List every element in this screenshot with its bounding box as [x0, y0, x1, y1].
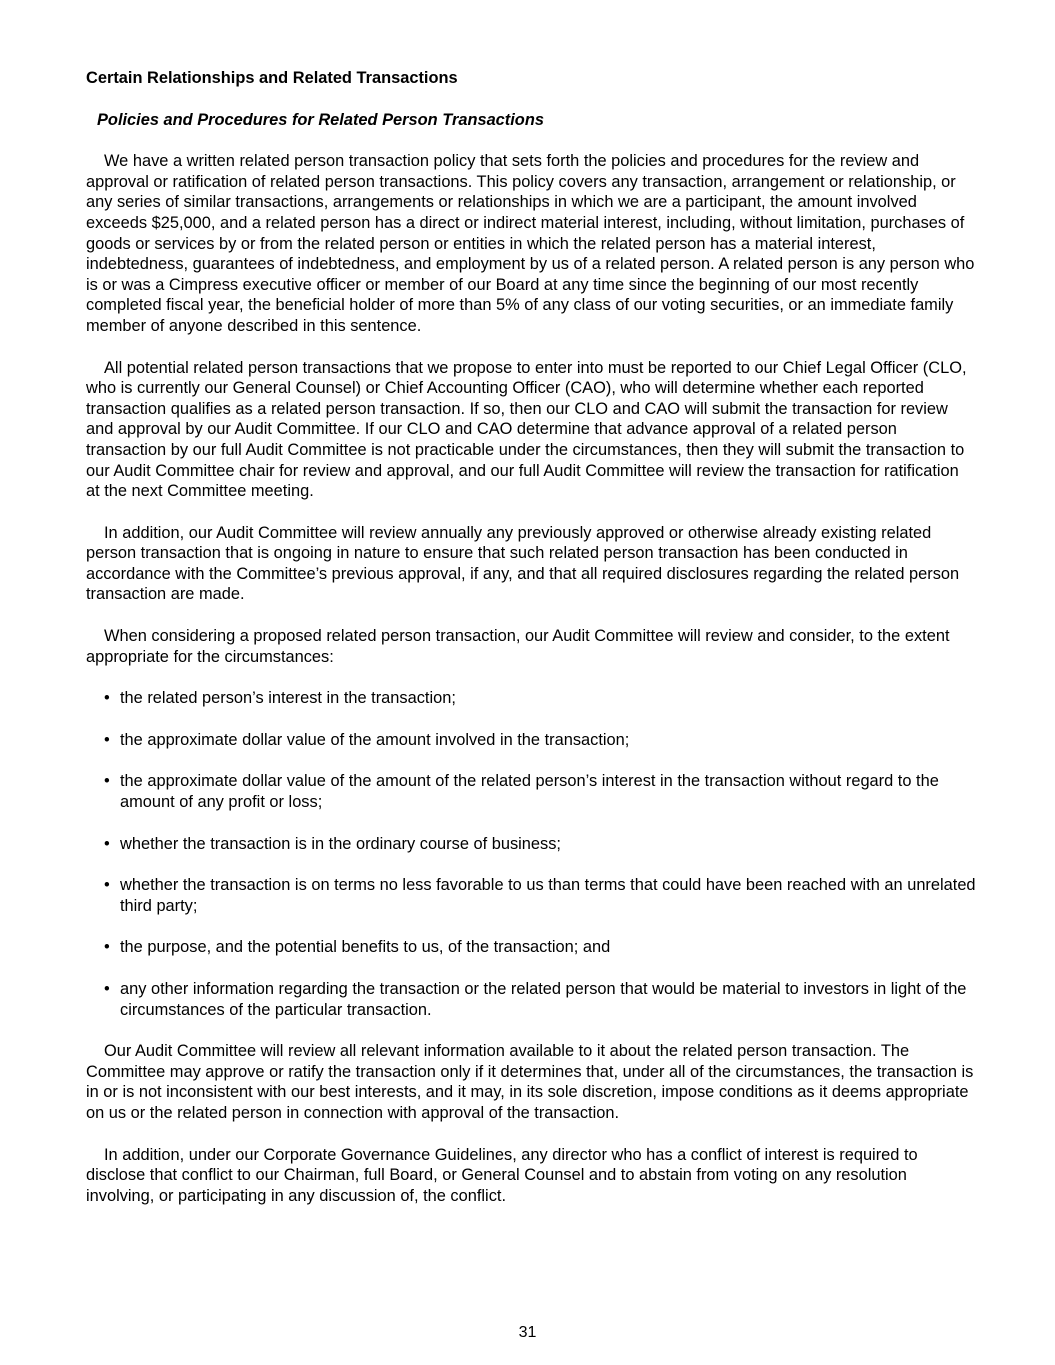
page-number: 31: [518, 1324, 537, 1341]
paragraph-committee-review: Our Audit Committee will review all relevant information available to it about the related person transaction. The Committee may approve or ratify the transaction only if it determines that, under all of the circumstances, the transaction is in or is not inconsistent with our best interests, and it may, in its sole discretion, impose conditions as it deems appropriate on us or the related person in connection with approval of the transaction.: [86, 1042, 974, 1122]
bullet-icon: •: [104, 689, 110, 708]
paragraph-annual-review: In addition, our Audit Committee will review annually any previously approved or otherwise already existing related person transaction that is ongoing in nature to ensure that such related person transaction has been conducted in accordance with the Committee’s previous approval, if any, and that all required disclosures regarding the related person transaction are made.: [86, 523, 960, 604]
paragraph-policy-overview: We have a written related person transaction policy that sets forth the policies and procedures for the review and approval or ratification of related person transactions. This policy covers any transaction, arrangement or relationship, or any series of similar transactions, arrangements or relationships in which we are a participant, the amount involved exceeds $25,000, and a related person has a direct or indirect material interest, including, without limitation, purchases of goods or services by or from the related person or entities in which the related person has a material interest, indebtedness, guarantees of indebtedness, and employment by us of a related person. A related person is any person who is or was a Cimpress executive officer or member of our Board at any time since the beginning of our most recently completed fiscal year, the beneficial holder of more than 5% of any class of our voting securities, or an immediate family member of anyone described in this sentence.: [86, 152, 975, 335]
list-item-text: whether the transaction is in the ordinary course of business;: [120, 834, 561, 853]
bullet-icon: •: [104, 730, 110, 749]
paragraph-considerations-intro: When considering a proposed related person transaction, our Audit Committee will review and consider, to the extent appropriate for the circumstances:: [86, 627, 950, 666]
list-item-text: the purpose, and the potential benefits to us, of the transaction; and: [120, 938, 611, 957]
considerations-list: [86, 688, 976, 1020]
list-item-text: the approximate dollar value of the amount involved in the transaction;: [120, 730, 630, 749]
document-page: [86, 68, 976, 1227]
paragraph-conflict-of-interest: In addition, under our Corporate Governance Guidelines, any director who has a conflict of interest is required to disclose that conflict to our Chairman, full Board, or General Counsel and to abstain from voting on any resolution involving, or participating in any discussion of, the conflict.: [86, 1145, 918, 1205]
bullet-icon: •: [104, 876, 110, 895]
list-item-text: any other information regarding the transaction or the related person that would be material to investors in light of the circumstances of the particular transaction.: [120, 980, 967, 1019]
list-item: [86, 688, 976, 709]
list-item-text: the related person’s interest in the transaction;: [120, 689, 456, 708]
bullet-icon: •: [104, 834, 110, 853]
bullet-icon: •: [104, 772, 110, 791]
subsection-title: Policies and Procedures for Related Person Transactions: [97, 110, 544, 129]
list-item: [86, 730, 976, 751]
paragraph-reporting-process: All potential related person transactions that we propose to enter into must be reported to our Chief Legal Officer (CLO, who is currently our General Counsel) or Chief Accounting Officer (CAO), who will determine whether each reported transaction qualifies as a related person transaction. If so, then our CLO and CAO will submit the transaction for review and approval by our Audit Committee. If our CLO and CAO determine that advance approval of a related person transaction by our full Audit Committee is not practicable under the circumstances, then they will submit the transaction to our Audit Committee chair for review and approval, and our full Audit Committee will review the transaction for ratification at the next Committee meeting.: [86, 358, 967, 501]
bullet-icon: •: [104, 980, 110, 998]
list-item-text: whether the transaction is on terms no less favorable to us than terms that could have been reached with an unrelated third party;: [120, 876, 976, 915]
bullet-icon: •: [104, 938, 110, 957]
list-item: [86, 771, 976, 812]
section-title: Certain Relationships and Related Transactions: [86, 69, 458, 87]
list-item: [86, 937, 976, 958]
list-item: [86, 979, 976, 1020]
list-item: [86, 875, 976, 916]
list-item: [86, 834, 976, 855]
list-item-text: the approximate dollar value of the amount of the related person’s interest in the transaction without regard to the amount of any profit or loss;: [120, 772, 939, 812]
